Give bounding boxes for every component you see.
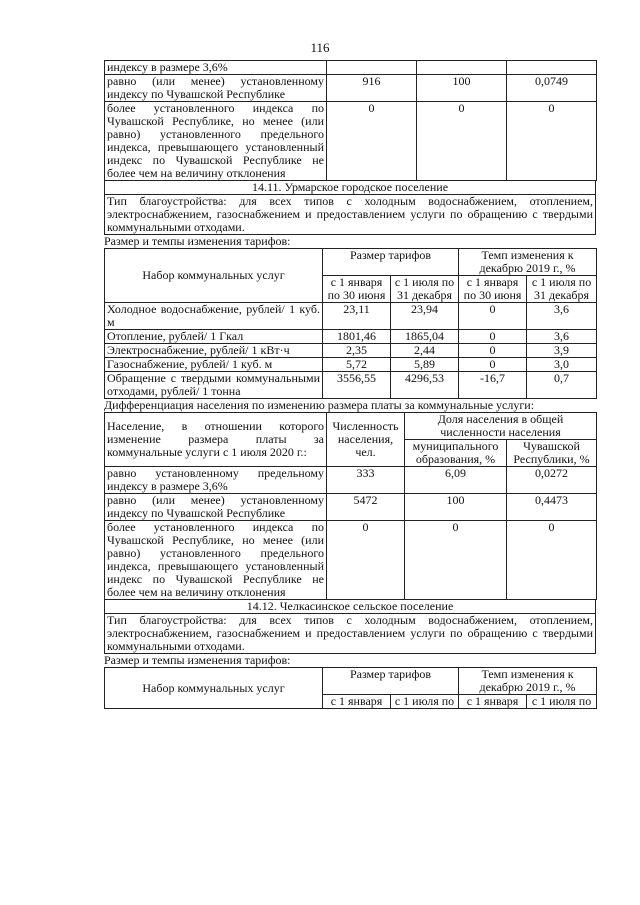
cell-republic: 0,4473 [507,494,597,521]
table-row [105,75,597,102]
cell-value: 4296,53 [391,372,459,399]
table-row [105,372,597,399]
tariff-intro-1411: Размер и темпы изменения тарифов: [104,234,291,248]
header-jan: с 1 января по 30 июня [323,276,391,303]
cell-value: 3,6 [527,330,597,344]
cell-value: 2,44 [391,344,459,358]
cell-count: 0 [327,102,417,181]
service-name: Отопление, рублей/ 1 Гкал [105,330,323,344]
service-name: Газоснабжение, рублей/ 1 куб. м [105,358,323,372]
header-jul: с 1 июля по [391,695,459,709]
table-row [105,467,597,494]
header-republic: Чувашской Республики, % [507,440,597,467]
cell-republic: 0 [507,102,597,181]
cell-value: 23,94 [391,303,459,330]
cell-value: 2,35 [323,344,391,358]
cell-count: 0 [327,521,405,600]
table-row [105,344,597,358]
header-jan-rate: с 1 января [459,695,527,709]
table-row [105,358,597,372]
cell-municipal [417,61,507,75]
tariff-intro-1412: Размер и темпы изменения тарифов: [104,653,291,667]
header-jul: с 1 июля по 31 декабря [391,276,459,303]
cell-value: 3,0 [527,358,597,372]
cell-municipal: 100 [417,75,507,102]
page-number: 116 [310,40,330,55]
service-name: Электроснабжение, рублей/ 1 кВт·ч [105,344,323,358]
row-label: более установленного индекса по Чувашской Республике, но менее (или равно) установленного предельного индекса, превышающего установленный индекс по Чувашской Республике не более чем на величину отклонения [105,521,327,600]
header-jul-rate: с 1 июля по [527,695,597,709]
table-row [105,494,597,521]
cell-value: 1865,04 [391,330,459,344]
improvement-type-1412: Тип благоустройства: для всех типов с холодным водоснабжением, отоплением, электроснабжением, газоснабжением и предоставлением услуги по обращению с твердыми коммунальными отходами. [104,614,596,654]
table-row [105,303,597,330]
header-size: Размер тарифов [323,668,459,695]
section-title-1412: 14.12. Челкасинское сельское поселение [104,600,596,614]
header-service: Набор коммунальных услуг [105,249,323,303]
cell-municipal: 6,09 [405,467,507,494]
row-label: равно (или менее) установленному индексу по Чувашской Республике [105,75,327,102]
header-share: Доля населения в общей численности населения [405,413,597,440]
cell-value: 5,89 [391,358,459,372]
population-table-1411 [104,412,597,600]
cell-value: 0 [459,344,527,358]
improvement-type-1411: Тип благоустройства: для всех типов с холодным водоснабжением, отоплением, электроснабжением, газоснабжением и предоставлением услуги по обращению с твердыми коммунальными отходами. [104,195,596,235]
cell-value: 3,9 [527,344,597,358]
cell-value: -16,7 [459,372,527,399]
service-name: Обращение с твердыми коммунальными отходами, рублей/ 1 тонна [105,372,323,399]
cell-value: 0 [459,303,527,330]
row-label: равно установленному предельному индексу в размере 3,6% [105,467,327,494]
cell-value: 0,7 [527,372,597,399]
header-service: Набор коммунальных услуг [105,668,323,709]
header-jul-rate: с 1 июля по 31 декабря [527,276,597,303]
diff-intro-1411: Дифференциация населения по изменению размера платы за коммунальные услуги: [104,398,535,412]
cell-municipal: 0 [405,521,507,600]
cell-republic [507,61,597,75]
cell-value: 0 [459,330,527,344]
row-label: равно (или менее) установленному индексу по Чувашской Республике [105,494,327,521]
header-rate: Темп изменения к декабрю 2019 г., % [459,249,597,276]
cell-count: 5472 [327,494,405,521]
top-population-table [104,60,597,181]
header-size: Размер тарифов [323,249,459,276]
cell-republic: 0,0749 [507,75,597,102]
cell-republic: 0 [507,521,597,600]
row-label: индексу в размере 3,6% [105,61,327,75]
tariff-table-1412 [104,667,597,709]
cell-value: 5,72 [323,358,391,372]
table-row [105,521,597,600]
header-population: Население, в отношении которого изменение размера платы за коммунальные услуги с 1 июля 2020 г.: [105,413,327,467]
header-jan-rate: с 1 января по 30 июня [459,276,527,303]
cell-value: 3,6 [527,303,597,330]
header-count: Численность населения, чел. [327,413,405,467]
service-name: Холодное водоснабжение, рублей/ 1 куб. м [105,303,323,330]
table-row [105,102,597,181]
table-row [105,330,597,344]
section-title-1411: 14.11. Урмарское городское поселение [104,181,596,195]
cell-municipal: 100 [405,494,507,521]
header-municipal: муниципального образования, % [405,440,507,467]
cell-value: 23,11 [323,303,391,330]
cell-value: 1801,46 [323,330,391,344]
cell-value: 0 [459,358,527,372]
header-jan: с 1 января [323,695,391,709]
document-body [104,60,596,709]
cell-count: 916 [327,75,417,102]
tariff-table-1411 [104,248,597,399]
row-label: более установленного индекса по Чувашской Республике, но менее (или равно) установленного предельного индекса, превышающего установленный индекс по Чувашской Республике не более чем на величину отклонения [105,102,327,181]
table-row [105,61,597,75]
cell-municipal: 0 [417,102,507,181]
cell-count [327,61,417,75]
cell-count: 333 [327,467,405,494]
cell-republic: 0,0272 [507,467,597,494]
header-rate: Темп изменения к декабрю 2019 г., % [459,668,597,695]
cell-value: 3556,55 [323,372,391,399]
